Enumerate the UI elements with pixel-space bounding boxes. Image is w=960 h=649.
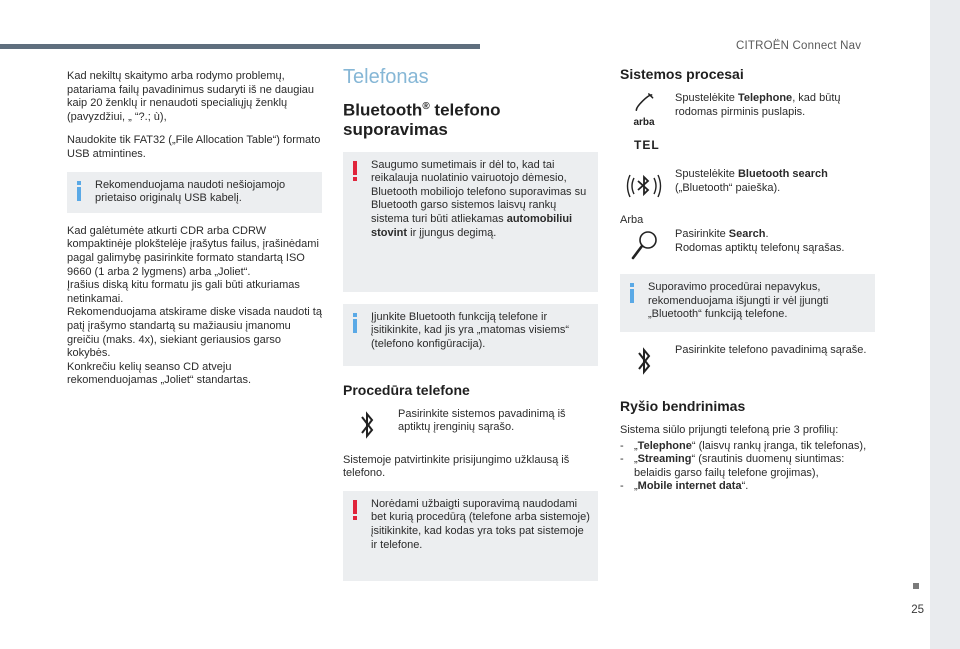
bluetooth-search-icon [620,168,668,204]
sharing-intro: Sistema siūlo prijungti telefoną prie 3 profilių: [620,424,839,436]
info-icon [630,283,634,301]
bluetooth-icon [343,408,391,444]
step-select-phone [620,344,875,380]
phone-icon [620,92,668,128]
fat32-advice: Naudokite tik FAT32 („File Allocation Table“) formato USB atmintines. [67,134,321,160]
warning-icon [353,500,357,520]
info-note-text: Įjunkite Bluetooth funkciją telefone ir įsitikinkite, kad jis yra „matomas visiems“ (telefono konfigūracija). [371,310,570,350]
column-usb [67,70,322,398]
warning-note-safety [343,152,598,292]
section-title: Bluetooth® telefono suporavimas [343,100,501,139]
step-telephone [620,92,875,128]
info-icon [353,313,357,331]
profile-item: - „Streaming“ (srautinis duomenų siuntimas: belaidis garso failų telefone grojimas), [620,453,875,480]
header-bar [0,44,480,49]
system-heading: Sistemos procesai [620,66,744,82]
page-number: 25 [911,604,924,616]
warning-text: Saugumo sumetimais ir dėl to, kad tai reikalauja nuolatinio vairuotojo dėmesio, Bluetooth mobiliojo telefono suporavimas su Bluetooth garso sistemos laisvų rankų sistema turi būti atliekamas automobiliui stovint ir įjungus degimą. [371,158,587,239]
warning-note-code [343,491,598,581]
tel-label: TEL [634,138,660,152]
column-system [620,66,875,494]
step-bluetooth-search-text: Spustelėkite Bluetooth search („Bluetooth“ paieška). [675,168,828,194]
confirm-text: Sistemoje patvirtinkite prisijungimo užklausą iš telefono. [343,453,570,480]
or-separator: Arba [620,214,644,226]
step-bluetooth-search [620,168,875,204]
step-telephone-text: Spustelėkite Telephone, kad būtų rodomas pirminis puslapis. [675,92,841,118]
step-search-text: Pasirinkite Search. Rodomas aptiktų telefonų sąrašas. [675,228,845,254]
info-icon [77,181,81,199]
continued-marker [913,583,919,589]
bluetooth-icon [620,344,668,380]
step-select-phone-text: Pasirinkite telefono pavadinimą sąraše. [675,344,867,356]
procedure-step-text: Pasirinkite sistemos pavadinimą iš aptiktų įrenginių sąrašo. [398,407,566,434]
section-topic: Telefonas [343,66,429,88]
manual-title: CITROËN Connect Nav [736,40,862,52]
column-phone [343,66,598,593]
profile-item: - „Telephone“ (laisvų rankų įranga, tik telefonas), [620,440,875,454]
or-label: arba [633,117,655,128]
procedure-step [343,408,598,444]
info-note-bluetooth [343,304,598,366]
procedure-heading: Procedūra telefone [343,381,470,398]
side-strip [930,0,960,649]
warning-text: Norėdami užbaigti suporavimą naudodami bet kurią procedūrą (telefone arba sistemoje) įsitikinkite, kad kodas yra toks pat sistemoje ir telefone. [371,497,590,551]
info-note-text: Rekomenduojama naudoti nešiojamojo prietaiso originalų USB kabelį. [95,178,286,205]
cd-burning-advice: Kad galėtumėte atkurti CDR arba CDRW kompaktinėje plokštelėje įrašytus failus, įrašinėdami pagal galimybę pasirinkite formato standartą ISO 9660 (1 arba 2 lygmens) arba „Joliet“. Įrašius diską kitu formatu jis gali būti atkuriamas netinkamai. Rekomenduojama atskirame diske visada naudoti tą patį įrašymo standartą su mažiausiu įmanomu greičiu (maks. 4x), siekiant geriausios garso kokybės. Konkrečiu kelių seanso CD atveju rekomenduojamas „Joliet“ standartas. [67,224,322,387]
step-search [620,228,875,264]
info-note-retry [620,274,875,332]
magnifier-icon [620,228,668,264]
info-note-usb-cable [67,172,322,213]
sharing-heading: Ryšio bendrinimas [620,398,746,414]
profile-list [620,440,875,494]
info-note-text: Suporavimo procedūrai nepavykus, rekomenduojama išjungti ir vėl įjungti „Bluetooth“ funkciją telefone. [648,281,829,321]
profile-item: - „Mobile internet data“. [620,480,875,494]
filename-advice: Kad nekiltų skaitymo arba rodymo problemų, patariama failų pavadinimus sudaryti iš ne daugiau kaip 20 ženklų ir nenaudoti specialiųjų ženklų (pavyzdžiui, „ “?.; ù), [67,70,315,123]
warning-icon [353,161,357,181]
